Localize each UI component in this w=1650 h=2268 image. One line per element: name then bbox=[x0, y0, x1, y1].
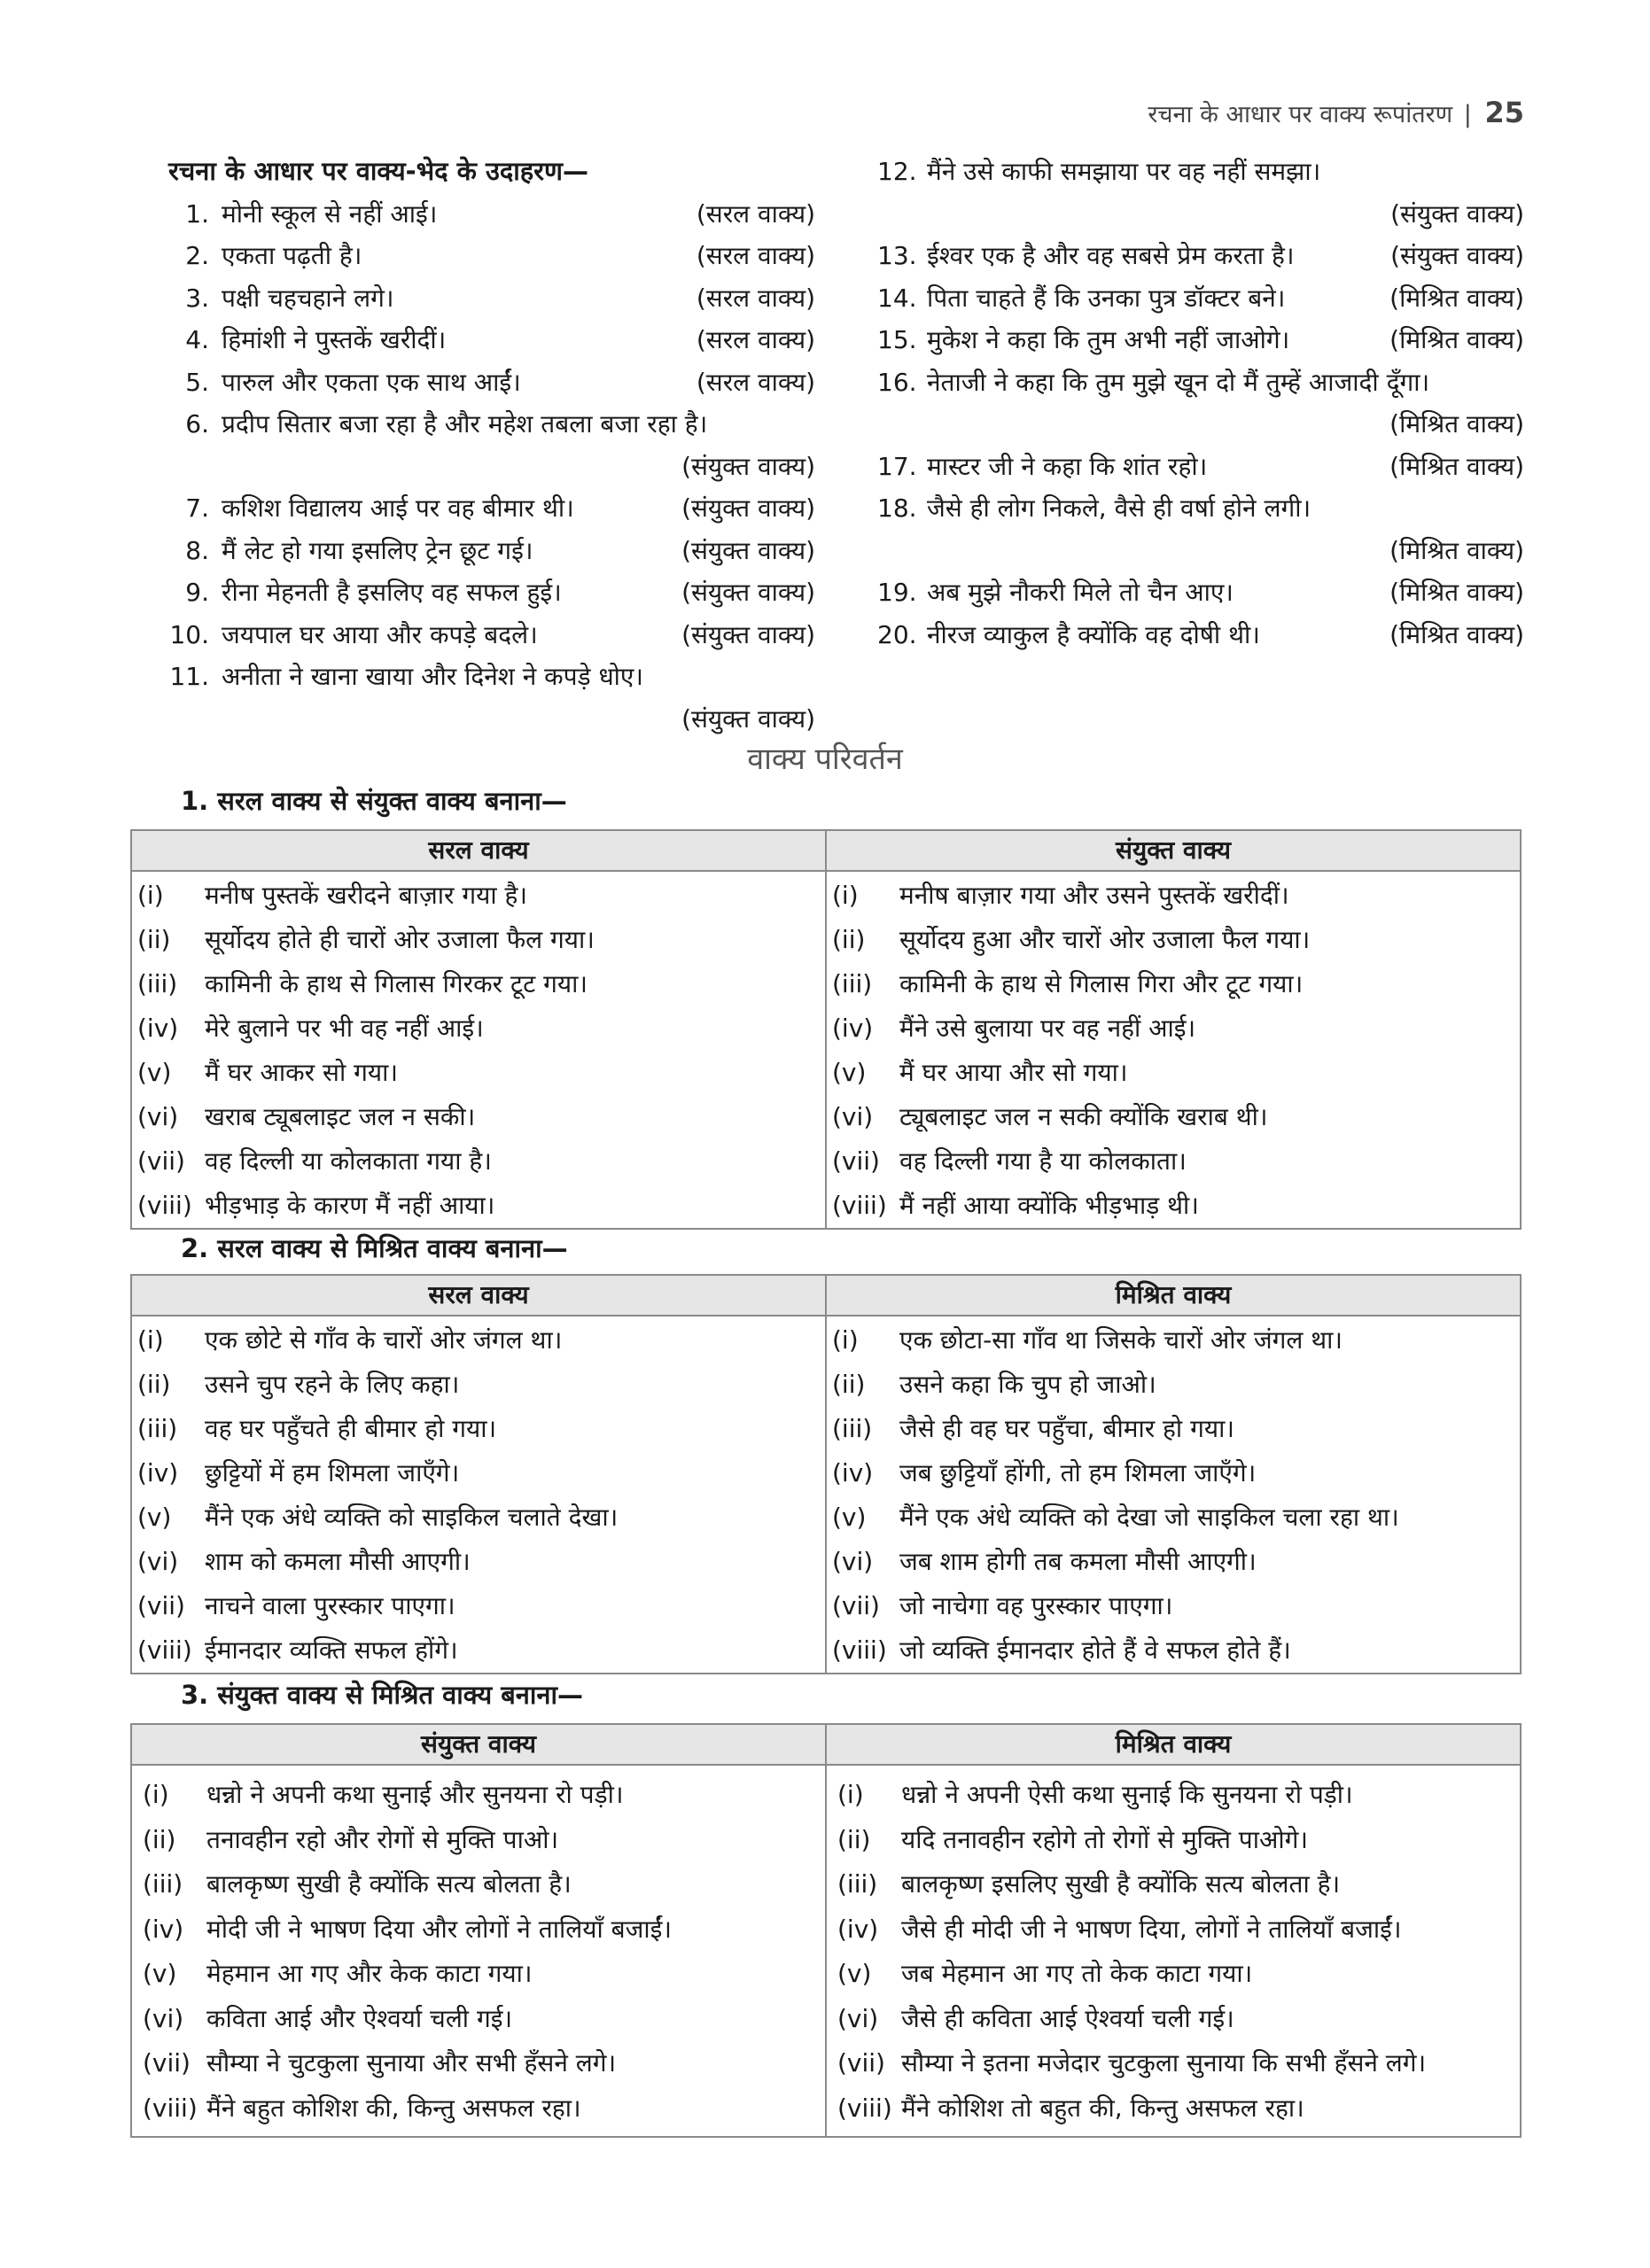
example-type: (संयुक्त वाक्य) bbox=[681, 578, 815, 607]
table-row bbox=[827, 1862, 1520, 1907]
row-number: (i) bbox=[832, 881, 859, 910]
row-sentence: नाचने वाला पुरस्कार पाएगा। bbox=[205, 1591, 455, 1620]
example-sentence: मोनी स्कूल से नहीं आई। bbox=[222, 198, 438, 229]
row-sentence: मैं नहीं आया क्योंकि भीड़भाड़ थी। bbox=[899, 1191, 1199, 1220]
example-type: (सरल वाक्य) bbox=[696, 241, 815, 270]
example-line bbox=[877, 614, 1524, 656]
example-sentence: मैं लेट हो गया इसलिए ट्रेन छूट गई। bbox=[222, 535, 533, 565]
row-sentence: मैंने उसे बुलाया पर वह नहीं आई। bbox=[899, 1014, 1196, 1043]
example-type: (सरल वाक्य) bbox=[696, 198, 815, 229]
row-sentence: तनावहीन रहो और रोगों से मुक्ति पाओ। bbox=[206, 1824, 559, 1854]
example-sentence: नीरज व्याकुल है क्योंकि वह दोषी थी। bbox=[927, 619, 1260, 649]
example-type: (मिश्रित वाक्य) bbox=[1389, 619, 1524, 649]
example-line bbox=[877, 319, 1524, 361]
examples-heading: रचना के आधार पर वाक्य-भेद के उदाहरण— bbox=[168, 156, 589, 186]
table-row bbox=[132, 1451, 825, 1495]
row-number: (v) bbox=[832, 1058, 867, 1087]
row-number: (vii) bbox=[832, 1146, 880, 1176]
example-sentence: हिमांशी ने पुस्तकें खरीदीं। bbox=[222, 325, 447, 354]
conversion-1-col1 bbox=[131, 871, 826, 1229]
examples-right-column bbox=[877, 151, 1524, 656]
row-number: (viii) bbox=[137, 1635, 192, 1665]
example-line bbox=[877, 235, 1524, 277]
example-number: 6. bbox=[185, 409, 209, 439]
example-number: 19. bbox=[877, 578, 917, 607]
row-sentence: धन्नो ने अपनी ऐसी कथा सुनाई कि सुनयना रो पड़ी। bbox=[901, 1780, 1353, 1809]
conversion-3-col2-header: मिश्रित वाक्य bbox=[826, 1724, 1521, 1765]
row-sentence: कामिनी के हाथ से गिलास गिरा और टूट गया। bbox=[899, 969, 1304, 998]
row-number: (v) bbox=[137, 1503, 172, 1532]
row-sentence: जब छुट्टियाँ होंगी, तो हम शिमला जाएँगे। bbox=[899, 1458, 1257, 1487]
row-sentence: कविता आई और ऐश्वर्या चली गई। bbox=[206, 2003, 513, 2033]
table-row bbox=[132, 2041, 825, 2086]
example-sentence: मैंने उसे काफी समझाया पर वह नहीं समझा। bbox=[927, 157, 1321, 186]
conversion-3-col1-header: संयुक्त वाक्य bbox=[131, 1724, 826, 1765]
row-sentence: वह घर पहुँचते ही बीमार हो गया। bbox=[205, 1414, 497, 1443]
table-row bbox=[132, 1407, 825, 1451]
example-number: 4. bbox=[185, 325, 209, 354]
row-sentence: एक छोटा-सा गाँव था जिसके चारों ओर जंगल था। bbox=[899, 1325, 1343, 1355]
example-line bbox=[168, 698, 815, 741]
header-separator: | bbox=[1463, 101, 1472, 128]
example-line bbox=[877, 151, 1524, 193]
row-number: (vi) bbox=[143, 2003, 184, 2033]
table-row bbox=[132, 1540, 825, 1584]
table-row bbox=[132, 1363, 825, 1407]
table-row bbox=[827, 1139, 1520, 1184]
row-sentence: उसने कहा कि चुप हो जाओ। bbox=[899, 1370, 1156, 1399]
example-line bbox=[168, 614, 815, 656]
table-row bbox=[132, 874, 825, 918]
row-sentence: मैंने एक अंधे व्यक्ति को साइकिल चलाते देखा। bbox=[205, 1503, 619, 1532]
row-number: (v) bbox=[137, 1058, 172, 1087]
example-number: 2. bbox=[185, 241, 209, 270]
table-row bbox=[132, 1952, 825, 1997]
table-row bbox=[132, 1862, 825, 1907]
table-row bbox=[132, 918, 825, 962]
row-number: (i) bbox=[143, 1780, 169, 1809]
row-sentence: मैं घर आया और सो गया। bbox=[899, 1058, 1128, 1087]
row-number: (i) bbox=[832, 1325, 859, 1355]
conversion-1-col2-header: संयुक्त वाक्य bbox=[826, 830, 1521, 871]
table-row bbox=[827, 2041, 1520, 2086]
example-number: 9. bbox=[185, 578, 209, 607]
row-number: (iii) bbox=[832, 1414, 873, 1443]
row-sentence: जैसे ही कविता आई ऐश्वर्या चली गई। bbox=[901, 2003, 1234, 2033]
row-number: (vii) bbox=[137, 1146, 185, 1176]
table-row bbox=[827, 1584, 1520, 1628]
table-row bbox=[827, 1051, 1520, 1095]
table-row bbox=[827, 1997, 1520, 2042]
example-number: 20. bbox=[877, 619, 917, 649]
example-number: 18. bbox=[877, 493, 917, 523]
row-sentence: मेहमान आ गए और केक काटा गया। bbox=[206, 1959, 533, 1988]
row-sentence: जो व्यक्ति ईमानदार होते हैं वे सफल होते हैं। bbox=[899, 1635, 1291, 1665]
example-number: 11. bbox=[169, 662, 209, 691]
table-row bbox=[132, 1051, 825, 1095]
row-number: (viii) bbox=[137, 1191, 192, 1220]
example-line bbox=[168, 235, 815, 277]
example-line bbox=[168, 530, 815, 572]
example-line bbox=[877, 361, 1524, 404]
row-number: (viii) bbox=[837, 2093, 892, 2123]
row-number: (i) bbox=[137, 881, 164, 910]
row-sentence: मैंने कोशिश तो बहुत की, किन्तु असफल रहा। bbox=[901, 2093, 1304, 2123]
row-number: (ii) bbox=[832, 925, 866, 954]
table-row bbox=[132, 1907, 825, 1953]
row-number: (iii) bbox=[832, 969, 873, 998]
example-sentence: रीना मेहनती है इसलिए वह सफल हुई। bbox=[222, 578, 562, 607]
conversion-2-table bbox=[130, 1274, 1522, 1674]
table-row bbox=[827, 874, 1520, 918]
conversion-3-col2 bbox=[826, 1765, 1521, 2137]
example-number: 12. bbox=[877, 157, 917, 186]
row-sentence: सौम्या ने इतना मजेदार चुटकुला सुनाया कि सभी हँसने लगे। bbox=[901, 2048, 1427, 2078]
example-line bbox=[168, 571, 815, 614]
row-number: (v) bbox=[832, 1503, 867, 1532]
conversion-3-table bbox=[130, 1723, 1522, 2138]
row-sentence: ईमानदार व्यक्ति सफल होंगे। bbox=[205, 1635, 458, 1665]
example-sentence: कशिश विद्यालय आई पर वह बीमार थी। bbox=[222, 493, 574, 523]
table-row bbox=[132, 1818, 825, 1863]
example-number: 1. bbox=[185, 198, 209, 229]
table-row bbox=[827, 1495, 1520, 1540]
table-row bbox=[827, 1540, 1520, 1584]
row-sentence: वह दिल्ली गया है या कोलकाता। bbox=[899, 1146, 1187, 1176]
example-line bbox=[168, 403, 815, 446]
example-sentence: पिता चाहते हैं कि उनका पुत्र डॉक्टर बने। bbox=[927, 283, 1286, 313]
example-sentence: नेताजी ने कहा कि तुम मुझे खून दो मैं तुम्हें आजादी दूँगा। bbox=[927, 367, 1430, 397]
row-number: (iv) bbox=[137, 1014, 179, 1043]
row-number: (i) bbox=[137, 1325, 164, 1355]
row-sentence: मैंने बहुत कोशिश की, किन्तु असफल रहा। bbox=[206, 2093, 581, 2123]
conversion-2-col2-header: मिश्रित वाक्य bbox=[826, 1275, 1521, 1316]
table-row bbox=[132, 1006, 825, 1051]
table-row bbox=[827, 1363, 1520, 1407]
table-row bbox=[132, 1628, 825, 1673]
conversion-3-heading: 3. संयुक्त वाक्य से मिश्रित वाक्य बनाना— bbox=[181, 1680, 584, 1710]
chapter-title: रचना के आधार पर वाक्य रूपांतरण bbox=[1148, 101, 1453, 128]
table-row bbox=[827, 1451, 1520, 1495]
page-number: 25 bbox=[1484, 96, 1524, 129]
row-number: (viii) bbox=[832, 1191, 887, 1220]
table-row bbox=[827, 1628, 1520, 1673]
row-sentence: एक छोटे से गाँव के चारों ओर जंगल था। bbox=[205, 1325, 563, 1355]
row-number: (ii) bbox=[143, 1824, 176, 1854]
conversion-2-heading: 2. सरल वाक्य से मिश्रित वाक्य बनाना— bbox=[181, 1233, 568, 1263]
table-row bbox=[132, 1139, 825, 1184]
example-sentence: पारुल और एकता एक साथ आईं। bbox=[222, 367, 521, 397]
row-sentence: मैंने एक अंधे व्यक्ति को देखा जो साइकिल चला रहा था। bbox=[899, 1503, 1399, 1532]
conversion-2-col1-header: सरल वाक्य bbox=[131, 1275, 826, 1316]
example-number: 10. bbox=[169, 619, 209, 649]
row-sentence: कामिनी के हाथ से गिलास गिरकर टूट गया। bbox=[205, 969, 588, 998]
table-row bbox=[132, 962, 825, 1006]
example-type: (संयुक्त वाक्य) bbox=[681, 619, 815, 649]
example-line bbox=[877, 193, 1524, 236]
example-line bbox=[877, 571, 1524, 614]
example-sentence: एकता पढ़ती है। bbox=[222, 241, 362, 270]
table-row bbox=[827, 1907, 1520, 1953]
table-row bbox=[132, 1997, 825, 2042]
row-sentence: मनीष पुस्तकें खरीदने बाज़ार गया है। bbox=[205, 881, 527, 910]
example-line bbox=[877, 530, 1524, 572]
table-row bbox=[827, 962, 1520, 1006]
row-number: (ii) bbox=[137, 925, 171, 954]
row-sentence: जैसे ही मोदी जी ने भाषण दिया, लोगों ने तालियाँ बजाईं। bbox=[901, 1914, 1402, 1944]
conversion-1-table bbox=[130, 829, 1522, 1230]
row-number: (vii) bbox=[143, 2048, 191, 2078]
table-row bbox=[132, 1584, 825, 1628]
row-number: (iii) bbox=[137, 1414, 178, 1443]
row-sentence: धन्नो ने अपनी कथा सुनाई और सुनयना रो पड़ी। bbox=[206, 1780, 624, 1809]
conversion-2-col1 bbox=[131, 1316, 826, 1674]
example-type: (संयुक्त वाक्य) bbox=[681, 493, 815, 523]
conversion-1-col2 bbox=[826, 871, 1521, 1229]
example-type: (मिश्रित वाक्य) bbox=[1389, 451, 1524, 481]
example-line bbox=[168, 487, 815, 530]
row-sentence: ट्यूबलाइट जल न सकी क्योंकि खराब थी। bbox=[899, 1102, 1268, 1131]
row-number: (ii) bbox=[837, 1824, 871, 1854]
table-row bbox=[827, 918, 1520, 962]
section-title: वाक्य परिवर्तन bbox=[747, 742, 903, 777]
row-number: (iii) bbox=[137, 969, 178, 998]
example-line bbox=[168, 319, 815, 361]
example-type: (मिश्रित वाक्य) bbox=[1389, 578, 1524, 607]
row-number: (viii) bbox=[143, 2093, 198, 2123]
example-type: (मिश्रित वाक्य) bbox=[1389, 325, 1524, 354]
row-number: (vii) bbox=[832, 1591, 880, 1620]
example-sentence: जैसे ही लोग निकले, वैसे ही वर्षा होने लगी। bbox=[927, 493, 1311, 523]
row-number: (iv) bbox=[832, 1458, 874, 1487]
example-type: (संयुक्त वाक्य) bbox=[1390, 241, 1524, 270]
example-type: (सरल वाक्य) bbox=[696, 325, 815, 354]
row-sentence: छुट्टियों में हम शिमला जाएँगे। bbox=[205, 1458, 460, 1487]
example-sentence: प्रदीप सितार बजा रहा है और महेश तबला बजा रहा है। bbox=[222, 409, 708, 439]
table-row bbox=[827, 1095, 1520, 1139]
row-number: (ii) bbox=[137, 1370, 171, 1399]
row-sentence: मोदी जी ने भाषण दिया और लोगों ने तालियाँ बजाईं। bbox=[206, 1914, 672, 1944]
example-type: (मिश्रित वाक्य) bbox=[1389, 535, 1524, 565]
example-number: 15. bbox=[877, 325, 917, 354]
row-sentence: बालकृष्ण इसलिए सुखी है क्योंकि सत्य बोलता है। bbox=[901, 1869, 1341, 1899]
row-sentence: मैं घर आकर सो गया। bbox=[205, 1058, 398, 1087]
example-number: 5. bbox=[185, 367, 209, 397]
example-sentence: मुकेश ने कहा कि तुम अभी नहीं जाओगे। bbox=[927, 325, 1290, 354]
example-number: 7. bbox=[185, 493, 209, 523]
row-number: (iv) bbox=[137, 1458, 179, 1487]
example-line bbox=[877, 403, 1524, 446]
row-number: (i) bbox=[837, 1780, 864, 1809]
row-number: (iii) bbox=[837, 1869, 878, 1899]
example-type: (संयुक्त वाक्य) bbox=[681, 451, 815, 481]
table-row bbox=[827, 1407, 1520, 1451]
row-number: (iv) bbox=[837, 1914, 879, 1944]
example-sentence: जयपाल घर आया और कपड़े बदले। bbox=[222, 619, 538, 649]
example-sentence: ईश्वर एक है और वह सबसे प्रेम करता है। bbox=[927, 241, 1295, 270]
table-row bbox=[827, 2086, 1520, 2132]
example-number: 3. bbox=[185, 283, 209, 313]
running-header bbox=[1148, 96, 1524, 129]
row-number: (v) bbox=[143, 1959, 177, 1988]
example-line bbox=[168, 361, 815, 404]
table-row bbox=[132, 1773, 825, 1818]
row-sentence: शाम को कमला मौसी आएगी। bbox=[205, 1547, 471, 1576]
example-line bbox=[877, 277, 1524, 320]
row-sentence: जब शाम होगी तब कमला मौसी आएगी। bbox=[899, 1547, 1257, 1576]
row-number: (iv) bbox=[832, 1014, 874, 1043]
row-number: (vi) bbox=[832, 1547, 874, 1576]
row-sentence: सूर्योदय हुआ और चारों ओर उजाला फैल गया। bbox=[899, 925, 1311, 954]
example-line bbox=[168, 193, 815, 236]
row-sentence: भीड़भाड़ के कारण मैं नहीं आया। bbox=[205, 1191, 495, 1220]
row-number: (vii) bbox=[837, 2048, 885, 2078]
example-number: 13. bbox=[877, 241, 917, 270]
row-sentence: बालकृष्ण सुखी है क्योंकि सत्य बोलता है। bbox=[206, 1869, 572, 1899]
example-type: (सरल वाक्य) bbox=[696, 367, 815, 397]
example-type: (संयुक्त वाक्य) bbox=[1390, 198, 1524, 229]
conversion-1-col1-header: सरल वाक्य bbox=[131, 830, 826, 871]
row-number: (vii) bbox=[137, 1591, 185, 1620]
table-row bbox=[827, 1318, 1520, 1363]
table-row bbox=[827, 1818, 1520, 1863]
row-number: (vi) bbox=[837, 2003, 879, 2033]
row-sentence: मेरे बुलाने पर भी वह नहीं आई। bbox=[205, 1014, 484, 1043]
row-number: (vi) bbox=[137, 1102, 179, 1131]
row-sentence: जैसे ही वह घर पहुँचा, बीमार हो गया। bbox=[899, 1414, 1234, 1443]
conversion-3-col1 bbox=[131, 1765, 826, 2137]
table-row bbox=[132, 1318, 825, 1363]
example-number: 8. bbox=[185, 535, 209, 565]
row-sentence: सौम्या ने चुटकुला सुनाया और सभी हँसने लगे। bbox=[206, 2048, 617, 2078]
table-row bbox=[132, 2086, 825, 2132]
table-row bbox=[132, 1495, 825, 1540]
row-sentence: उसने चुप रहने के लिए कहा। bbox=[205, 1370, 460, 1399]
example-number: 16. bbox=[877, 367, 917, 397]
table-row bbox=[827, 1773, 1520, 1818]
row-sentence: जब मेहमान आ गए तो केक काटा गया। bbox=[901, 1959, 1253, 1988]
table-row bbox=[132, 1184, 825, 1228]
row-sentence: वह दिल्ली या कोलकाता गया है। bbox=[205, 1146, 492, 1176]
row-sentence: सूर्योदय होते ही चारों ओर उजाला फैल गया। bbox=[205, 925, 595, 954]
example-type: (मिश्रित वाक्य) bbox=[1389, 409, 1524, 439]
row-number: (iii) bbox=[143, 1869, 183, 1899]
row-number: (viii) bbox=[832, 1635, 887, 1665]
example-number: 14. bbox=[877, 283, 917, 313]
table-row bbox=[827, 1952, 1520, 1997]
examples-left-column bbox=[168, 151, 815, 740]
example-line bbox=[168, 446, 815, 488]
row-number: (vi) bbox=[832, 1102, 874, 1131]
row-sentence: खराब ट्यूबलाइट जल न सकी। bbox=[205, 1102, 476, 1131]
conversion-2-col2 bbox=[826, 1316, 1521, 1674]
row-sentence: यदि तनावहीन रहोगे तो रोगों से मुक्ति पाओगे। bbox=[901, 1824, 1308, 1854]
row-number: (vi) bbox=[137, 1547, 179, 1576]
row-number: (ii) bbox=[832, 1370, 866, 1399]
example-number: 17. bbox=[877, 451, 917, 481]
example-line bbox=[877, 446, 1524, 488]
row-number: (v) bbox=[837, 1959, 872, 1988]
example-sentence: अनीता ने खाना खाया और दिनेश ने कपड़े धोए। bbox=[222, 662, 644, 691]
table-row bbox=[827, 1006, 1520, 1051]
example-sentence: अब मुझे नौकरी मिले तो चैन आए। bbox=[927, 578, 1234, 607]
example-line bbox=[168, 277, 815, 320]
example-type: (संयुक्त वाक्य) bbox=[681, 703, 815, 734]
table-row bbox=[827, 1184, 1520, 1228]
example-type: (संयुक्त वाक्य) bbox=[681, 535, 815, 565]
example-line bbox=[168, 656, 815, 698]
example-type: (मिश्रित वाक्य) bbox=[1389, 283, 1524, 313]
row-sentence: जो नाचेगा वह पुरस्कार पाएगा। bbox=[899, 1591, 1173, 1620]
row-number: (iv) bbox=[143, 1914, 184, 1944]
example-line bbox=[877, 487, 1524, 530]
conversion-1-heading: 1. सरल वाक्य से संयुक्त वाक्य बनाना— bbox=[181, 786, 567, 816]
example-sentence: मास्टर जी ने कहा कि शांत रहो। bbox=[927, 451, 1208, 481]
example-sentence: पक्षी चहचहाने लगे। bbox=[222, 283, 394, 313]
table-row bbox=[132, 1095, 825, 1139]
example-type: (सरल वाक्य) bbox=[696, 283, 815, 313]
row-sentence: मनीष बाज़ार गया और उसने पुस्तकें खरीदीं। bbox=[899, 881, 1289, 910]
